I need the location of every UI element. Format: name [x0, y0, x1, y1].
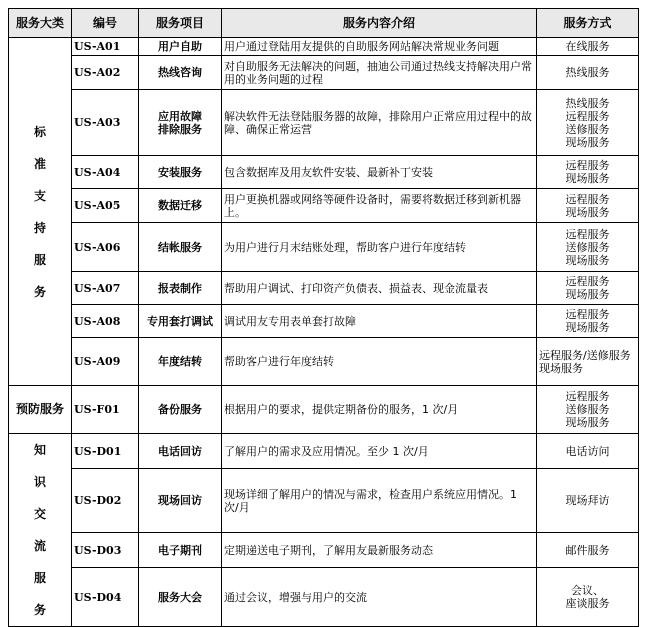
row-item: 结帐服务 [139, 223, 222, 272]
row-item: 备份服务 [139, 386, 222, 434]
row-item [139, 90, 222, 156]
row-content: 对自助服务无法解决的问题，抽迪公司通过热线支持解决用户常用的业务问题的过程 [222, 56, 537, 90]
row-mode: 远程服务 现场服务 [537, 189, 639, 223]
row-item: 报表制作 [139, 272, 222, 305]
row-code: US-A04 [72, 156, 139, 189]
row-content: 帮助客户进行年度结转 [222, 338, 537, 386]
row-content: 用户通过登陆用友提供的自助服务网站解决常规业务问题 [222, 38, 537, 56]
table-row [9, 386, 639, 434]
row-content: 现场详细了解用户的情况与需求，检查用户系统应用情况。1 次/月 [222, 469, 537, 533]
row-mode: 远程服务 送修服务 现场服务 [537, 386, 639, 434]
table-row [9, 56, 639, 90]
row-content: 为用户进行月末结账处理，帮助客户进行年度结转 [222, 223, 537, 272]
row-item: 热线咨询 [139, 56, 222, 90]
row-mode: 热线服务 远程服务 送修服务 现场服务 [537, 90, 639, 156]
table-row [9, 156, 639, 189]
row-item: 服务大会 [139, 568, 222, 627]
table-row [9, 223, 639, 272]
row-mode: 电话访问 [537, 434, 639, 469]
service-table [8, 8, 639, 627]
category-standard-support: 标 准 支 持 服 务 [9, 38, 72, 386]
row-mode: 邮件服务 [537, 533, 639, 568]
row-item-line-2: 排除服务 [158, 122, 202, 136]
header-item: 服务项目 [139, 9, 222, 38]
row-code: US-A03 [72, 90, 139, 156]
row-code: US-A01 [72, 38, 139, 56]
row-mode: 热线服务 [537, 56, 639, 90]
row-code: US-D01 [72, 434, 139, 469]
table-row [9, 90, 639, 156]
row-item-line-1: 应用故障 [158, 109, 202, 123]
row-content: 包含数据库及用友软件安装、最新补丁安装 [222, 156, 537, 189]
row-code: US-D02 [72, 469, 139, 533]
row-content: 定期递送电子期刊，了解用友最新服务动态 [222, 533, 537, 568]
row-code: US-A07 [72, 272, 139, 305]
row-item: 数据迁移 [139, 189, 222, 223]
row-content: 帮助用户调试、打印资产负债表、损益表、现金流量表 [222, 272, 537, 305]
row-mode: 远程服务 送修服务 现场服务 [537, 223, 639, 272]
header-category: 服务大类 [9, 9, 72, 38]
row-code: US-F01 [72, 386, 139, 434]
table-row [9, 434, 639, 469]
row-code: US-D04 [72, 568, 139, 627]
row-mode: 远程服务 现场服务 [537, 305, 639, 338]
row-content: 通过会议，增强与用户的交流 [222, 568, 537, 627]
row-code: US-D03 [72, 533, 139, 568]
row-code: US-A05 [72, 189, 139, 223]
header-content: 服务内容介绍 [222, 9, 537, 38]
row-item: 安装服务 [139, 156, 222, 189]
table-row [9, 305, 639, 338]
row-content: 用户更换机器或网络等硬件设备时，需要将数据迁移到新机器上。 [222, 189, 537, 223]
row-mode: 远程服务 现场服务 [537, 272, 639, 305]
row-item: 电子期刊 [139, 533, 222, 568]
table-row [9, 469, 639, 533]
row-mode: 会议、 座谈服务 [537, 568, 639, 627]
row-item: 年度结转 [139, 338, 222, 386]
row-content: 了解用户的需求及应用情况。至少 1 次/月 [222, 434, 537, 469]
table-row [9, 38, 639, 56]
row-code: US-A09 [72, 338, 139, 386]
row-code: US-A08 [72, 305, 139, 338]
row-item: 电话回访 [139, 434, 222, 469]
row-item: 用户自助 [139, 38, 222, 56]
row-content: 调试用友专用表单套打故障 [222, 305, 537, 338]
category-preventive: 预防服务 [9, 386, 72, 434]
row-content: 解决软件无法登陆服务器的故障，排除用户正常应用过程中的故障、确保正常运营 [222, 90, 537, 156]
row-code: US-A06 [72, 223, 139, 272]
row-mode: 在线服务 [537, 38, 639, 56]
table-row [9, 568, 639, 627]
table-row [9, 189, 639, 223]
header-row [9, 9, 639, 38]
row-mode: 远程服务 现场服务 [537, 156, 639, 189]
row-item: 现场回访 [139, 469, 222, 533]
row-content: 根据用户的要求，提供定期备份的服务，1 次/月 [222, 386, 537, 434]
header-mode: 服务方式 [537, 9, 639, 38]
row-mode: 现场拜访 [537, 469, 639, 533]
table-row [9, 272, 639, 305]
header-code: 编号 [72, 9, 139, 38]
row-code: US-A02 [72, 56, 139, 90]
row-mode: 远程服务/送修服务 现场服务 [537, 338, 639, 386]
table-row [9, 533, 639, 568]
row-item: 专用套打调试 [139, 305, 222, 338]
category-knowledge-exchange: 知 识 交 流 服 务 [9, 434, 72, 627]
table-row [9, 338, 639, 386]
